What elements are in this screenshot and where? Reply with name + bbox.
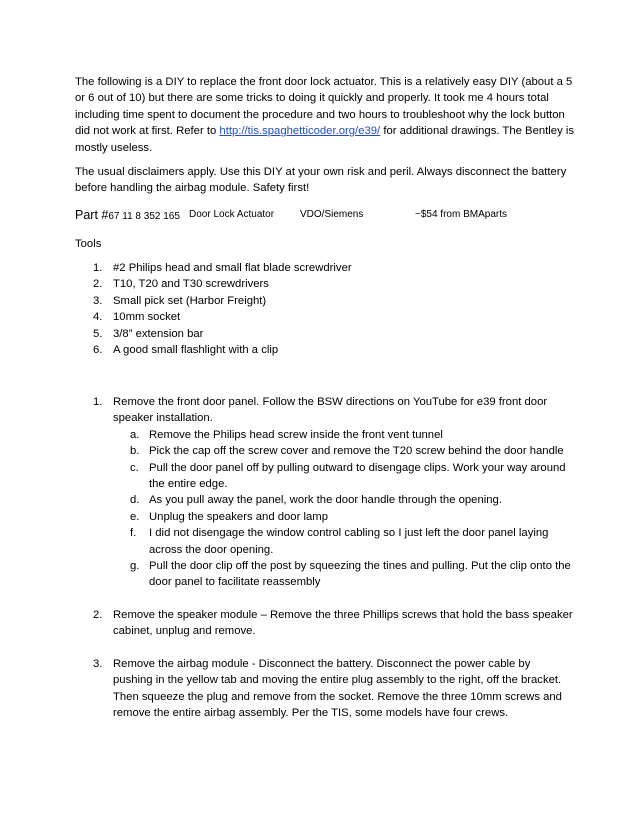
list-item (93, 293, 573, 309)
sub-step-letter: e. (130, 510, 140, 523)
sub-step-text: Pull the door clip off the post by squeezing the tines and pulling. Put the clip onto the door panel to facilitate reassembly (149, 560, 571, 589)
list-text: 3/8” extension bar (113, 327, 204, 340)
spaghetticoder-link[interactable]: http://tis.spaghetticoder.org/e39/ (219, 125, 381, 138)
list-item (93, 326, 573, 342)
step-item (93, 394, 573, 591)
sub-step-item (130, 492, 573, 508)
step-number: 3. (93, 657, 103, 670)
step-text: Remove the front door panel. Follow the BSW directions on YouTube for e39 front door speaker installation. (113, 396, 548, 425)
list-text: A good small flashlight with a clip (113, 343, 279, 356)
intro-paragraph (75, 74, 575, 156)
sub-step-text: Remove the Philips head screw inside the front vent tunnel (149, 428, 443, 441)
sub-step-text: Unplug the speakers and door lamp (149, 510, 328, 523)
step-item (93, 656, 573, 722)
list-number: 1. (93, 262, 103, 274)
sub-step-item (130, 525, 573, 558)
part-prefix: Part # (75, 208, 109, 222)
tools-heading: Tools (75, 238, 102, 250)
sub-step-item (130, 558, 573, 591)
sub-step-letter: g. (130, 560, 140, 573)
list-text: T10, T20 and T30 screwdrivers (113, 278, 269, 291)
sub-step-letter: b. (130, 445, 140, 458)
sub-step-letter: c. (130, 461, 139, 474)
procedure-steps (93, 394, 573, 737)
part-maker: VDO/Siemens (300, 209, 364, 220)
list-number: 4. (93, 311, 103, 324)
sub-steps (113, 427, 573, 591)
part-name: Door Lock Actuator (189, 209, 275, 220)
part-price: ~$54 from BMAparts (415, 209, 507, 220)
sub-step-item (130, 460, 573, 493)
list-number: 3. (93, 294, 103, 307)
step-text: Remove the airbag module - Disconnect the battery. Disconnect the power cable by pushing in the yellow tab and moving the entire plug assembly to the right, off the bracket. Then squeeze the plug and remove from the socket. Remove the three 10mm screws and remove the entire airbag assembly. Per the TIS, some models have four crews. (113, 657, 562, 719)
sub-step-text: Pull the door panel off by pulling outward to disengage clips. Work your way around the entire edge. (149, 461, 566, 491)
list-text: #2 Philips head and small flat blade screwdriver (113, 262, 352, 274)
list-item (93, 309, 573, 325)
list-item (93, 260, 573, 276)
sub-step-letter: d. (130, 494, 140, 507)
step-text: Remove the speaker module – Remove the three Phillips screws that hold the bass speaker cabinet, unplug and remove. (113, 608, 573, 638)
intro-section (75, 74, 575, 197)
list-item (93, 276, 573, 292)
list-text: Small pick set (Harbor Freight) (113, 294, 267, 307)
list-number: 6. (93, 343, 103, 356)
intro-text-before-link: The following is a DIY to replace the front door lock actuator. This is a relatively easy DIY (about a 5 or 6 out of 10) but there are some tricks to doing it quickly and properly. It took me 4 hours total including time spent to document the procedure and two hours to troubleshoot why the lock button did not work at first. Refer to (75, 76, 573, 138)
sub-step-letter: a. (130, 428, 140, 441)
list-item (93, 342, 573, 358)
step-item (93, 607, 573, 640)
step-number: 1. (93, 396, 103, 408)
tools-list (93, 260, 573, 358)
intro-text-after-link: for additional drawings. The Bentley is mostly useless. (75, 125, 575, 154)
sub-step-text: As you pull away the panel, work the door handle through the opening. (149, 494, 502, 507)
sub-step-text: Pick the cap off the screw cover and remove the T20 screw behind the door handle (149, 445, 564, 458)
part-number-value: 67 11 8 352 165 (108, 211, 180, 222)
sub-step-item (130, 443, 573, 459)
step-number: 2. (93, 608, 103, 621)
disclaimer-paragraph: The usual disclaimers apply. Use this DIY at your own risk and peril. Always disconnect the battery before handling the airbag module. Safety first! (75, 166, 567, 195)
list-text: 10mm socket (113, 311, 181, 324)
sub-step-text: I did not disengage the window control cabling so I just left the door panel laying across the door opening. (149, 527, 549, 556)
sub-step-letter: f. (130, 527, 137, 540)
list-number: 5. (93, 327, 103, 340)
list-number: 2. (93, 278, 103, 291)
sub-step-item (130, 427, 573, 443)
sub-step-item (130, 509, 573, 525)
part-number (75, 207, 180, 225)
